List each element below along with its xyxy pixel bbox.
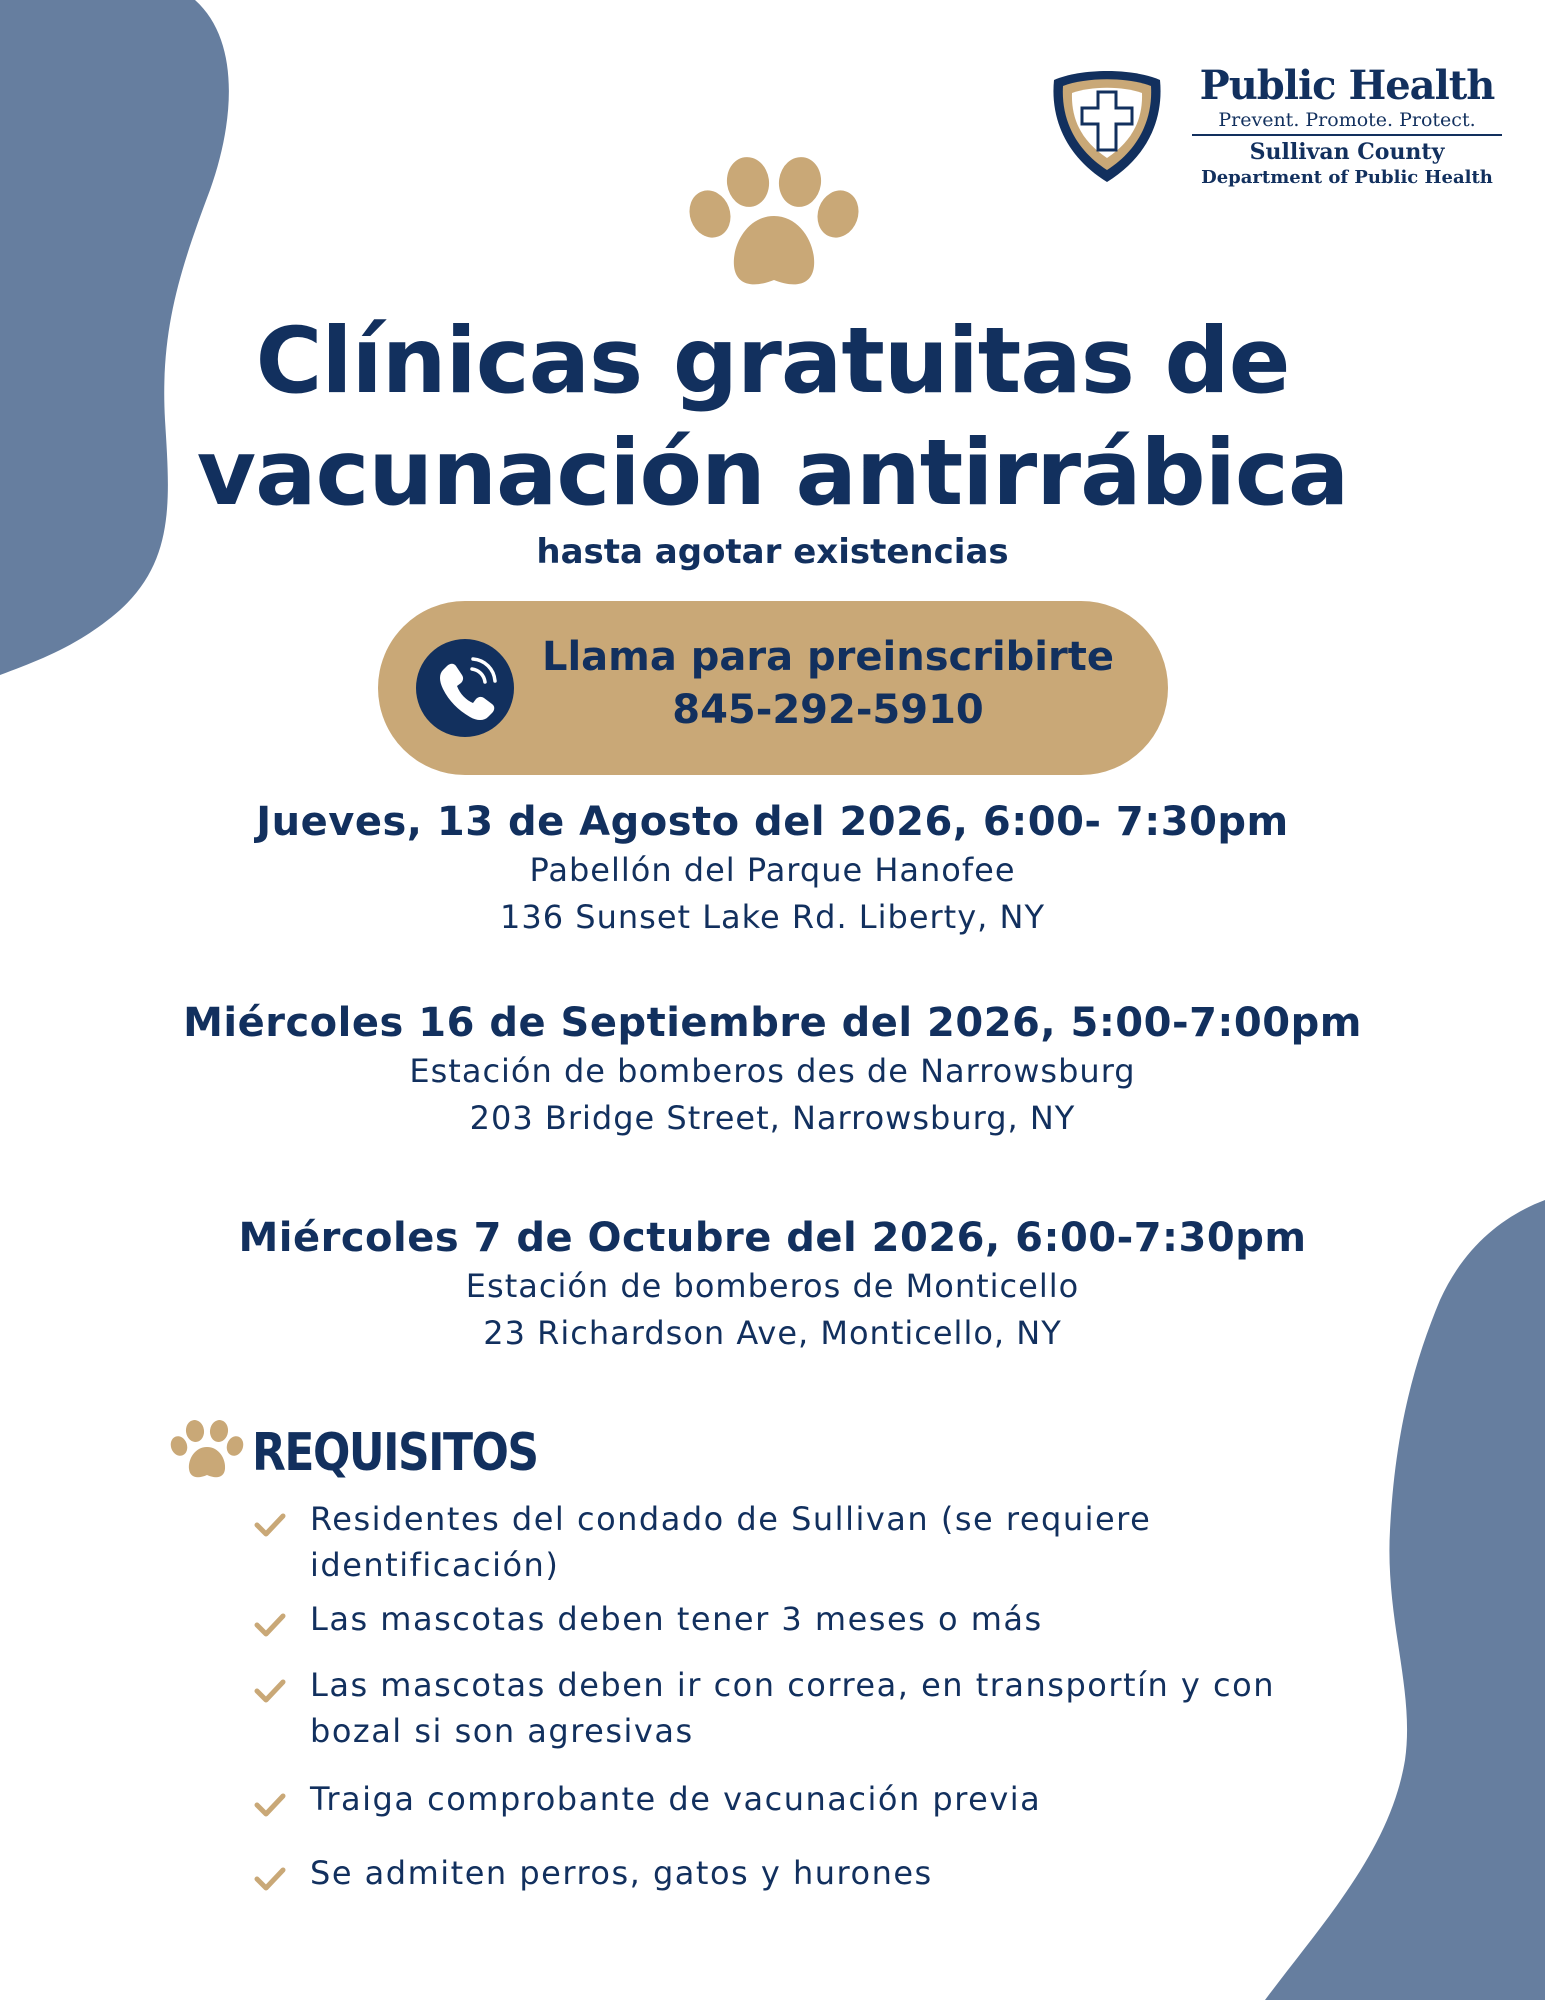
logo-tagline: Prevent. Promote. Protect.	[1192, 108, 1502, 136]
requirements-title: REQUISITOS	[252, 1422, 538, 1483]
call-to-register-banner[interactable]	[378, 601, 1168, 775]
checkmark-icon	[254, 1792, 286, 1818]
shield-cross-icon	[1046, 66, 1168, 184]
paw-print-icon	[688, 156, 860, 288]
page-subtitle: hasta agotar existencias	[536, 532, 1009, 572]
event-address: 23 Richardson Ave, Monticello, NY	[483, 1314, 1062, 1352]
logo-county: Sullivan County	[1249, 139, 1445, 165]
phone-number[interactable]: 845-292-5910	[672, 687, 984, 733]
checkmark-icon	[254, 1866, 286, 1892]
requirement-line: Se admiten perros, gatos y hurones	[310, 1854, 933, 1892]
checkmark-icon	[254, 1612, 286, 1638]
event-date: Miércoles 7 de Octubre del 2026, 6:00-7:30pm	[238, 1215, 1307, 1261]
logo-title: Public Health	[1199, 62, 1495, 109]
event-address: 136 Sunset Lake Rd. Liberty, NY	[500, 898, 1045, 936]
page-title	[100, 306, 1445, 530]
event-address: 203 Bridge Street, Narrowsburg, NY	[469, 1099, 1076, 1137]
requirements-heading	[170, 1418, 620, 1488]
event-date: Miércoles 16 de Septiembre del 2026, 5:00-7:00pm	[183, 1000, 1362, 1046]
requirement-text	[310, 1496, 1350, 1588]
logo-department: Department of Public Health	[1201, 167, 1493, 188]
requirement-line: Residentes del condado de Sullivan (se requiere	[310, 1500, 1152, 1538]
requirement-text	[310, 1662, 1350, 1754]
requirement-text	[310, 1596, 1350, 1642]
requirement-line: Traiga comprobante de vacunación previa	[310, 1780, 1042, 1818]
requirement-line: bozal si son agresivas	[310, 1712, 694, 1750]
event-3	[60, 1213, 1485, 1357]
event-venue: Pabellón del Parque Hanofee	[529, 851, 1016, 889]
title-line-1: Clínicas gratuitas de	[255, 309, 1290, 414]
checkmark-icon	[254, 1512, 286, 1538]
phone-icon	[416, 639, 514, 737]
requirement-text	[310, 1850, 1350, 1896]
call-text	[528, 631, 1128, 737]
requirement-line: Las mascotas deben ir con correa, en transportín y con	[310, 1666, 1275, 1704]
requirement-line: Las mascotas deben tener 3 meses o más	[310, 1600, 1043, 1638]
call-label: Llama para preinscribirte	[541, 634, 1114, 680]
title-line-2: vacunación antirrábica	[196, 421, 1349, 526]
requirement-line: identificación)	[310, 1546, 560, 1584]
event-venue: Estación de bomberos des de Narrowsburg	[409, 1052, 1136, 1090]
public-health-logo	[1046, 62, 1506, 202]
event-1	[60, 797, 1485, 941]
checkmark-icon	[254, 1678, 286, 1704]
event-2	[60, 998, 1485, 1142]
event-venue: Estación de bomberos de Monticello	[465, 1267, 1080, 1305]
paw-print-icon	[170, 1419, 244, 1479]
requirement-text	[310, 1776, 1350, 1822]
event-date: Jueves, 13 de Agosto del 2026, 6:00- 7:30pm	[256, 799, 1289, 845]
